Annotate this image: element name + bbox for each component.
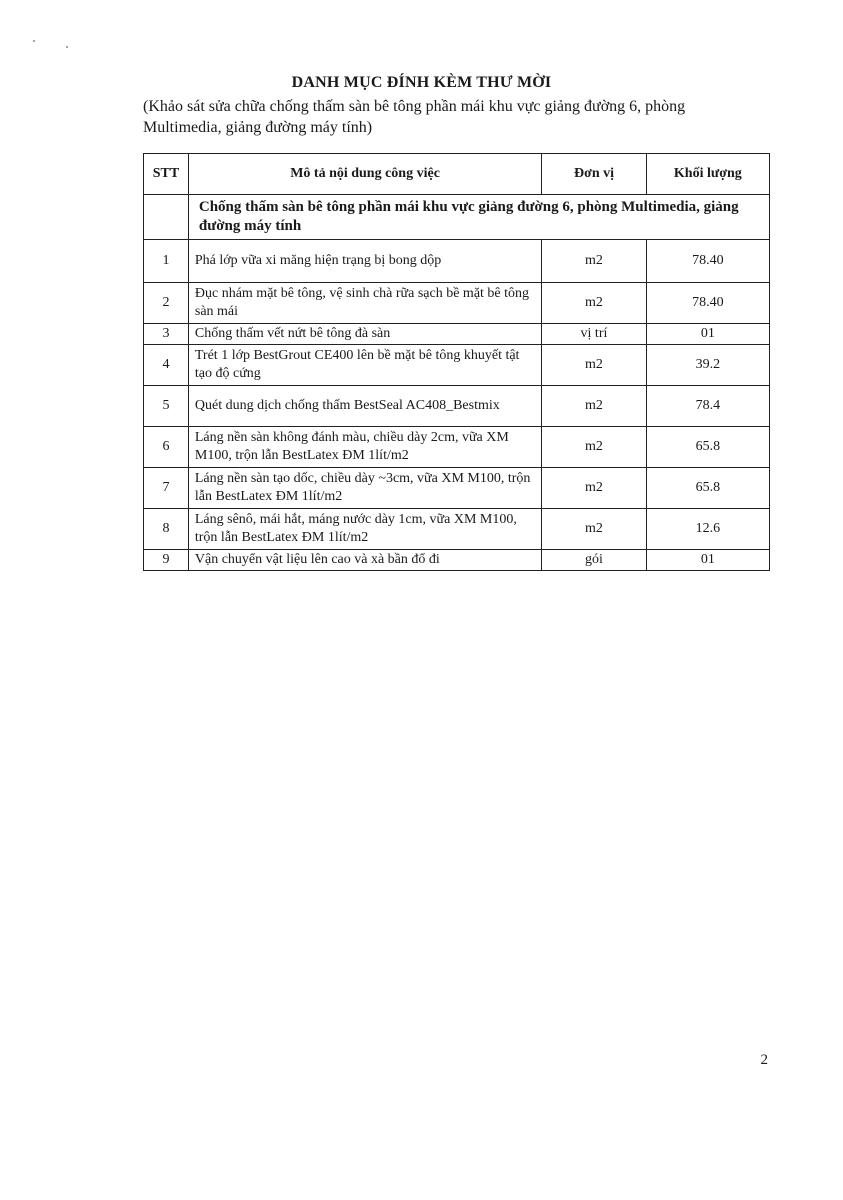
table-row xyxy=(144,386,770,427)
row-unit: gói xyxy=(542,550,646,571)
row-stt: 5 xyxy=(144,386,189,427)
header-quantity: Khối lượng xyxy=(646,154,769,195)
page-subtitle: (Khảo sát sửa chữa chống thấm sàn bê tông phần mái khu vực giảng đường 6, phòng Multimedia, giảng đường máy tính) xyxy=(143,98,686,136)
row-description: Láng nền sàn không đánh màu, chiều dày 2cm, vữa XM M100, trộn lẫn BestLatex ĐM 1lít/m2 xyxy=(188,427,541,468)
work-items-table xyxy=(143,153,770,571)
row-stt: 9 xyxy=(144,550,189,571)
row-unit: m2 xyxy=(542,509,646,550)
row-description: Láng sênô, mái hắt, máng nước dày 1cm, vữa XM M100, trộn lẫn BestLatex ĐM 1lít/m2 xyxy=(188,509,541,550)
row-stt: 1 xyxy=(144,240,189,283)
row-quantity: 65.8 xyxy=(646,468,769,509)
table-row xyxy=(144,345,770,386)
row-stt: 6 xyxy=(144,427,189,468)
row-stt: 4 xyxy=(144,345,189,386)
header-unit: Đơn vị xyxy=(542,154,646,195)
row-description: Đục nhám mặt bê tông, vệ sinh chà rữa sạch bề mặt bê tông sàn mái xyxy=(188,283,541,324)
row-quantity: 12.6 xyxy=(646,509,769,550)
row-stt: 3 xyxy=(144,324,189,345)
row-unit: m2 xyxy=(542,427,646,468)
page-title: DANH MỤC ĐÍNH KÈM THƯ MỜI xyxy=(291,74,552,91)
page-number: 2 xyxy=(760,1052,768,1068)
row-quantity: 01 xyxy=(646,550,769,571)
row-stt: 8 xyxy=(144,509,189,550)
row-quantity: 78.40 xyxy=(646,283,769,324)
row-quantity: 78.40 xyxy=(646,240,769,283)
row-quantity: 01 xyxy=(646,324,769,345)
row-description: Láng nền sàn tạo dốc, chiều dày ~3cm, vữa XM M100, trộn lẫn BestLatex ĐM 1lít/m2 xyxy=(188,468,541,509)
table-row xyxy=(144,324,770,345)
row-quantity: 39.2 xyxy=(646,345,769,386)
table-row xyxy=(144,468,770,509)
row-stt: 2 xyxy=(144,283,189,324)
header-stt: STT xyxy=(144,154,189,195)
row-description: Trét 1 lớp BestGrout CE400 lên bề mặt bê tông khuyết tật tạo độ cứng xyxy=(188,345,541,386)
table-row xyxy=(144,509,770,550)
header-description: Mô tả nội dung công việc xyxy=(188,154,541,195)
table-row xyxy=(144,283,770,324)
row-quantity: 78.4 xyxy=(646,386,769,427)
scan-speck xyxy=(66,46,68,48)
row-unit: m2 xyxy=(542,283,646,324)
row-unit: m2 xyxy=(542,468,646,509)
section-stt-cell xyxy=(144,195,189,240)
table-header-row xyxy=(144,154,770,195)
row-unit: m2 xyxy=(542,386,646,427)
row-unit: vị trí xyxy=(542,324,646,345)
section-row xyxy=(144,195,770,240)
table-row xyxy=(144,550,770,571)
table-row xyxy=(144,240,770,283)
row-description: Quét dung dịch chống thấm BestSeal AC408_Bestmix xyxy=(188,386,541,427)
row-unit: m2 xyxy=(542,345,646,386)
row-description: Vận chuyển vật liệu lên cao và xà bần đổ đi xyxy=(188,550,541,571)
row-unit: m2 xyxy=(542,240,646,283)
table-row xyxy=(144,427,770,468)
row-quantity: 65.8 xyxy=(646,427,769,468)
row-description: Chống thấm vết nứt bê tông đà sàn xyxy=(188,324,541,345)
scan-speck xyxy=(33,40,35,42)
row-stt: 7 xyxy=(144,468,189,509)
section-title: Chống thấm sàn bê tông phần mái khu vực giảng đường 6, phòng Multimedia, giảng đường máy tính xyxy=(188,195,769,240)
row-description: Phá lớp vữa xi măng hiện trạng bị bong dộp xyxy=(188,240,541,283)
